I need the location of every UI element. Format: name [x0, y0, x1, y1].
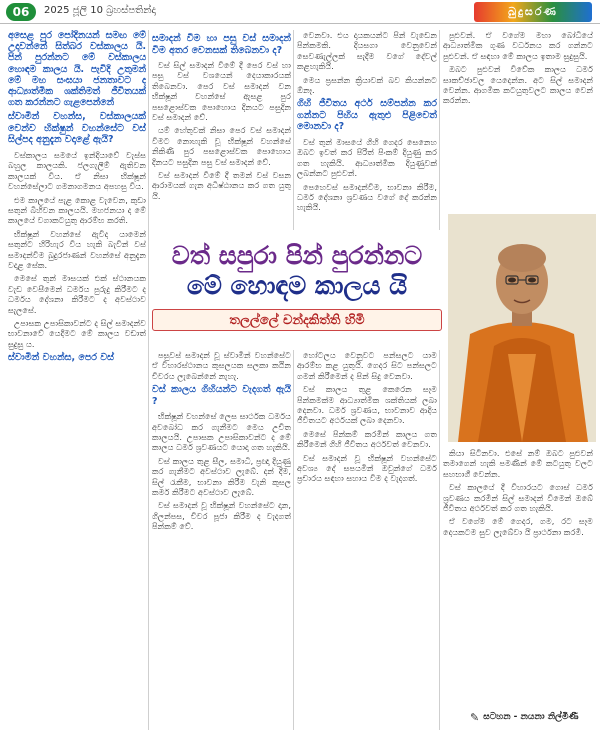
column-divider	[293, 30, 294, 230]
body-paragraph: වස්කාලය සමයේ ඉන්දියාවේ වැස්ස බහුල කාලයකි. ජලගැලීම් ඇතිවන කාලයක් විය. ඒ නිසා භික්ෂූන් වහන්සේලාට ගමනාගමනය අපහසු විය.	[8, 149, 146, 192]
column-divider	[148, 30, 149, 730]
question-heading: ස්වාමීන් වහන්ස, පෙර වස්	[8, 352, 115, 364]
masthead	[0, 0, 600, 24]
body-paragraph: වස් සමාදන් වූ භික්ෂූන් වහන්සේට අවශ්‍ය දේ සපයමින් ඔවුන්ගේ ධර්ම ප්‍රචාරය සඳහා සහාය වීම ද වැදගත්.	[297, 452, 437, 484]
body-paragraph: වස් සමාදන් වූ භික්ෂූන් වහන්සේට දාන, ගිලන්පස, චීවර පූජා කිරීම ද වැදගත් පින්කම් වේ.	[152, 500, 291, 532]
body-paragraph: මෙසේ පින්කම් කරමින් කාලය ගත කිරීමෙන් ගිහි ජීවිතය අර්ථවත් වෙනවා.	[297, 428, 437, 450]
body-paragraph: කියා සිටිනවා. එසේ නම් ඔබට පුළුවන් තමාගෙන් හැකි පමණින් මේ කටයුතු වලට සහභාගී වෙන්න.	[443, 448, 593, 479]
byline-bar	[152, 309, 442, 331]
body-paragraph: භික්ෂූන් වහන්සේ ඇවිද යාමෙන් සතුන්ට හිරිහැර විය හැකි බැවින් වස් සමාදන්වීම බුදුරජාණන් වහන්සේ අනුදැන වදාළ සේක.	[8, 228, 146, 270]
article-column-3-top	[297, 30, 437, 240]
body-paragraph: මෙසේ තුන් මාසයක් එක් ස්ථානයක වැඩ වෙසීමෙන් ධර්මය පුරුදු කිරීමට ද ධර්මය දේශනා කිරීමට ද අවස්ථාව සැලසේ.	[8, 273, 146, 315]
author-name: සටහන - නයනා නිල්මිණී	[483, 712, 579, 722]
column-divider	[439, 30, 440, 230]
body-paragraph: එම කාලයේ පැළ කොළ වැවෙන, කුඩා සතුන් බිහිවන කාලයයි. මහජනයා ද මේ කාලයේ වගාකටයුතු ආරම්භ කරති.	[8, 194, 146, 226]
pen-icon: ✎	[470, 710, 480, 724]
article-column-4-top	[443, 30, 593, 240]
question-heading: ගිහි ජීවිතය අර්ථ සම්පන්න කර ගන්නට පිහිය ඇතුළු පිළිවෙත් මොනවා ද?	[297, 98, 437, 133]
article-column-2-top	[152, 30, 291, 240]
body-paragraph: වස් සමාදන් වීමේ දී තමන් වස් වසන ආරාමයක් ගැන අධිෂ්ඨානය කර ගත යුතු යි.	[152, 170, 291, 201]
monk-portrait-photo	[448, 214, 596, 442]
brand-logo: බුදුසරණ	[474, 2, 592, 22]
question-heading: ස්වාමීන් වහන්ස, වස්කාලයක් වෙන්ව භික්ෂුන් වහන්සේට වස් සිල්පද අනුදැන වදාළේ ඇයි?	[8, 111, 146, 146]
column-divider	[439, 350, 440, 730]
body-paragraph: උපාසක උපාසිකාවන්ට ද සිල් සමාදන්ව භාවනාවේ යෙදීමට මේ කාලය වඩාත් සුදුසු ය.	[8, 318, 146, 349]
body-paragraph: භික්ෂූන් වහන්සේ ලෙස සාර්ථක ධර්මය අවබෝධ කර ගැනීමට මෙය උචිත කාලයයි. උපාසක උපාසිකාවන්ට ද මේ කාලය ධර්ම ශ්‍රවණයට යොදා ගත හැකියි.	[152, 411, 291, 453]
question-heading: සමාදන් වීම හා පසු වස් සමාදන් වීම අතර වෙනසක් තිබෙනවා ද?	[152, 33, 291, 56]
byline: තලල්ලේ චන්දකිත්ති හිමි	[229, 312, 365, 328]
body-paragraph: යම් හේතුවක් නිසා පෙර වස් සමාදන් වීමට නොහැකි වූ භික්ෂූන් වහන්සේ නිකිණි පුර පසළොස්වක පොහොය දිනයට පසුදින පසු වස් සමාදන් වේ.	[152, 125, 291, 167]
body-paragraph: පසුවස් සමාදන් වූ ස්වාමීන් වහන්සේට ඒ විහාරස්ථානය කුසලයක සලකා කඨින චීවරය ලැබෙන්නේ නැහැ.	[152, 350, 291, 381]
article-column-2-bottom	[152, 350, 291, 730]
author-credit	[470, 708, 596, 726]
issue-date: 2025 ජූලි 10 බ්‍රහස්පතින්දා	[44, 5, 156, 16]
body-paragraph: හෝටලය වෙනුවට පන්සලට යාම ආරම්භ කළ යුතුයි. ගෙදර සිට පන්සලට ගමන් කිරීමෙන් ද පින් සිදු වෙනවා.	[297, 350, 437, 381]
body-paragraph: වස් කාලය තුළ සීල, සමාධි, ප්‍රඥා දියුණු කර ගැනීමට අවස්ථාව ලැබේ. දන් දීම, සිල් රැකීම, භාවනා කිරීම වැනි කුසල කර්ම කිරීමට අවස්ථාව ලැබේ.	[152, 455, 291, 498]
body-paragraph: පුළුවන්. ඒ වගේම මහා බෝධියේ ආධ්‍යාත්මික ගුණ වර්ධනය කර ගන්නට පුළුවන්. ඒ සඳහා මේ කාලය ඉතාම සුදුසුයි.	[443, 30, 593, 61]
headline-line-2: මේ හොඳම කාලය යි	[186, 271, 408, 300]
monk-portrait-illustration	[448, 214, 596, 442]
article-column-1	[8, 30, 146, 730]
article-column-3-bottom	[297, 350, 437, 730]
body-paragraph: වස් තුන් මාසයේ ගිහි ගෙදර සෙනෙහ ඔබට ඉවත් කර පිරිත් පිංකම් දියුණු කර ගත හැකියි. ආධ්‍යාත්මික දියුණුවක් ලබන්නට පුළුවන්.	[297, 136, 437, 179]
headline-block	[152, 241, 442, 343]
headline-line-1: වත් සපුරා පින් පුරන්නට	[171, 241, 423, 270]
body-paragraph: වස් කාලය තුළ කෙරෙන සෑම පින්කමක්ම ආධ්‍යාත්මික ශක්තියක් ලබා දෙනවා. ධර්ම ශ්‍රවණය, භාවනාව ආදිය ජීවිතයට අර්ථයක් ලබා දෙනවා.	[297, 384, 437, 426]
body-paragraph: මෙය ප්‍රසන්න ක්‍රියාවක් බව කියන්නට ඕනෑ.	[297, 74, 437, 96]
article-column-4-bottom	[443, 448, 593, 688]
page-number-badge: 06	[6, 3, 36, 21]
question-heading: වස් කාලය ගිහියන්ට වැදගත් ඇයි ?	[152, 384, 291, 407]
body-paragraph: ඒ වගේම මේ ගෙදර, ගම, රට සෑම දෙයකටම සුව ලැබේවා යි ප්‍රාර්ථනා කරමි.	[443, 516, 593, 537]
body-paragraph: වස් කාලයේ දී විහාරයට ගොස් ධර්ම ශ්‍රවණය කරමින් සිල් සමාදන් වීමෙන් ඔබේ ජීවිතය අර්ථවත් කර ගත හැකියි.	[443, 482, 593, 514]
column-divider	[293, 350, 294, 730]
body-paragraph: වෙනවා. එය දායකයන්ට පින් වැඩෙන පින්කමකි. දියසගා වෙනුවෙන් සෙවණැල්ලක් සැදීම වගේ දේවල් කළහැකියි.	[297, 30, 437, 72]
body-paragraph: පෙහෙවස් සමාදන්වීම, භාවනා කිරීම, ධර්ම දේශනා ශ්‍රවණය වගේ දේ කරන්න හැකියි.	[297, 181, 437, 213]
article-intro: අසෙළ පුර පෝදිනයන් සමඟ මේ උදාවන්නේ සිත්බර වස්කාලය යි. පින් පුරන්නට මේ වස්කාලය හොඳම කාලය යි. පැවිදි උතුමන් මේ මහ සංඝයා ජනතාවට ද ආධ්‍යාත්මික ශක්තිමත් ජීවිතයක් ගත කරන්නට ගැළපෙන්නේ	[8, 30, 146, 109]
body-paragraph: ඔබට පුළුවන් විවේක කාලය ධර්ම සාකච්ඡාවල යෙදෙන්න. අට සිල් සමාදන් වෙන්න. ආගමික කටයුතුවලට කාලය වෙන් කරන්න.	[443, 64, 593, 106]
body-paragraph: වස් සිල් සමාදන් වීමේ දී පෙර වස් හා පසු වස් වශයෙන් දෙයාකාරයක් තිබෙනවා. පෙර වස් සමාදන් වන භික්ෂූන් වහන්සේ ඇසළ පුර පසළොස්වක පොහොය දිනයට පසුදින වස් සමාදන් වේ.	[152, 60, 291, 123]
